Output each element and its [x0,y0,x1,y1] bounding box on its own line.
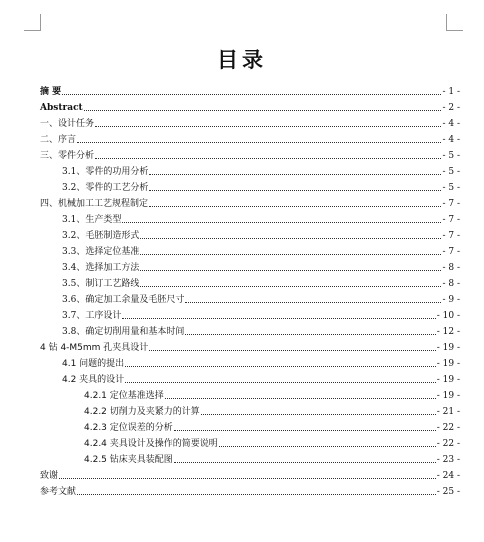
toc-entry-label: 一、设计任务 [40,119,95,129]
toc-entry-page: - 8 - [442,279,460,289]
crop-mark-top-right [446,14,463,31]
toc-leader-dots [140,270,441,271]
toc-entry-label: Abstract [40,103,83,113]
toc-leader-dots [62,94,441,95]
toc-entry[interactable] [40,242,460,258]
toc-leader-dots [125,382,436,383]
toc-leader-dots [77,494,436,495]
toc-entry-page: - 5 - [442,183,460,193]
toc-entry-label: 3.1、零件的功用分析 [62,167,149,177]
toc-entry-page: - 19 - [436,359,460,369]
toc-entry-label: 三、零件分析 [40,151,95,161]
toc-entry-label: 4.2.5 钻床夹具装配图 [84,455,173,465]
toc-entry-page: - 19 - [436,343,460,353]
toc-entry-page: - 4 - [442,119,460,129]
toc-entry-page: - 23 - [436,455,460,465]
toc-leader-dots [174,462,436,463]
toc-entry-label: 3.1、生产类型 [62,215,122,225]
toc-entry-page: - 5 - [442,167,460,177]
toc-entry-page: - 19 - [436,375,460,385]
toc-entry[interactable] [40,434,460,450]
toc-entry-label: 4.2.4 夹具设计及操作的简要说明 [84,439,218,449]
toc-leader-dots [59,478,436,479]
toc-entry-label: 四、机械加工工艺规程制定 [40,199,149,209]
toc-leader-dots [174,430,436,431]
toc-entry[interactable] [40,418,460,434]
toc-entry-label: 3.2、毛胚制造形式 [62,231,140,241]
toc-leader-dots [122,318,435,319]
toc-entry-page: - 24 - [436,471,460,481]
toc-entry[interactable] [40,402,460,418]
page-title: 目录 [217,47,267,72]
toc-leader-dots [84,110,442,111]
toc-entry-page: - 2 - [442,103,460,113]
toc-entry-label: 3.3、选择定位基准 [62,247,140,257]
toc-entry-label: 3.4、选择加工方法 [62,263,140,273]
toc-entry-page: - 1 - [442,87,460,97]
toc-leader-dots [125,366,436,367]
toc-entry-page: - 22 - [436,439,460,449]
toc-entry-label: 3.8、确定切削用量和基本时间 [62,327,185,337]
toc-entry[interactable] [40,306,460,322]
toc-leader-dots [185,334,435,335]
toc-entry-label: 4 钻 4-M5mm 孔夹具设计 [40,343,149,353]
toc-leader-dots [149,206,441,207]
toc-leader-dots [140,286,441,287]
toc-entry[interactable] [40,210,460,226]
toc-entry-page: - 21 - [436,407,460,417]
toc-entry-label: 4.2.2 切削力及夹紧力的计算 [84,407,200,417]
toc-entry-page: - 7 - [442,215,460,225]
toc-leader-dots [165,398,436,399]
toc-leader-dots [219,446,436,447]
toc-entry-page: - 19 - [436,391,460,401]
toc-entry-label: 摘 要 [40,87,62,97]
toc-entry-label: 4.1 问题的提出 [62,359,125,369]
toc-entry[interactable] [40,290,460,306]
toc-entry-page: - 7 - [442,231,460,241]
crop-mark-top-left [24,14,41,31]
toc-entry-label: 3.7、工序设计 [62,311,122,321]
toc-entry-label: 4.2.3 定位误差的分析 [84,423,173,433]
toc-entry-label: 4.2 夹具的设计 [62,375,125,385]
toc-entry[interactable] [40,178,460,194]
toc-entry[interactable] [40,194,460,210]
toc-leader-dots [140,238,441,239]
toc-entry[interactable] [40,114,460,130]
toc-entry[interactable] [40,466,460,482]
toc-entry[interactable] [40,450,460,466]
toc-leader-dots [77,142,441,143]
toc-entry[interactable] [40,82,460,98]
toc-leader-dots [201,414,436,415]
toc-entry-page: - 7 - [442,247,460,257]
toc-leader-dots [149,350,435,351]
toc-entry[interactable] [40,338,460,354]
toc-entry-page: - 9 - [442,295,460,305]
toc-entry-label: 3.5、制订工艺路线 [62,279,140,289]
toc-leader-dots [95,126,441,127]
toc-entry-page: - 22 - [436,423,460,433]
toc-entry-page: - 7 - [442,199,460,209]
toc-entry[interactable] [40,322,460,338]
toc-entry[interactable] [40,386,460,402]
toc-entry-label: 参考文献 [40,487,77,497]
toc-entry-page: - 5 - [442,151,460,161]
toc-entry-label: 4.2.1 定位基准选择 [84,391,164,401]
toc-entry-page: - 12 - [436,327,460,337]
toc-leader-dots [149,174,441,175]
toc-leader-dots [122,222,441,223]
toc-entry[interactable] [40,162,460,178]
toc-entry-page: - 25 - [436,487,460,497]
toc-entry-label: 二、序言 [40,135,77,145]
toc-leader-dots [149,190,441,191]
toc-entry-label: 3.6、确定加工余量及毛胚尺寸 [62,295,185,305]
toc-leader-dots [185,302,441,303]
toc-entry-page: - 4 - [442,135,460,145]
toc-entry-page: - 8 - [442,263,460,273]
toc-leader-dots [95,158,441,159]
toc-entry-page: - 10 - [436,311,460,321]
toc-entry[interactable] [40,130,460,146]
toc-entry[interactable] [40,98,460,114]
toc-entry[interactable] [40,354,460,370]
toc-entry-label: 致谢 [40,471,59,481]
toc-entry-label: 3.2、零件的工艺分析 [62,183,149,193]
toc-entry[interactable] [40,482,460,498]
toc-entry[interactable] [40,226,460,242]
toc-entry[interactable] [40,258,460,274]
toc-entry[interactable] [40,370,460,386]
toc-leader-dots [140,254,441,255]
toc-entry[interactable] [40,274,460,290]
toc-entry[interactable] [40,146,460,162]
